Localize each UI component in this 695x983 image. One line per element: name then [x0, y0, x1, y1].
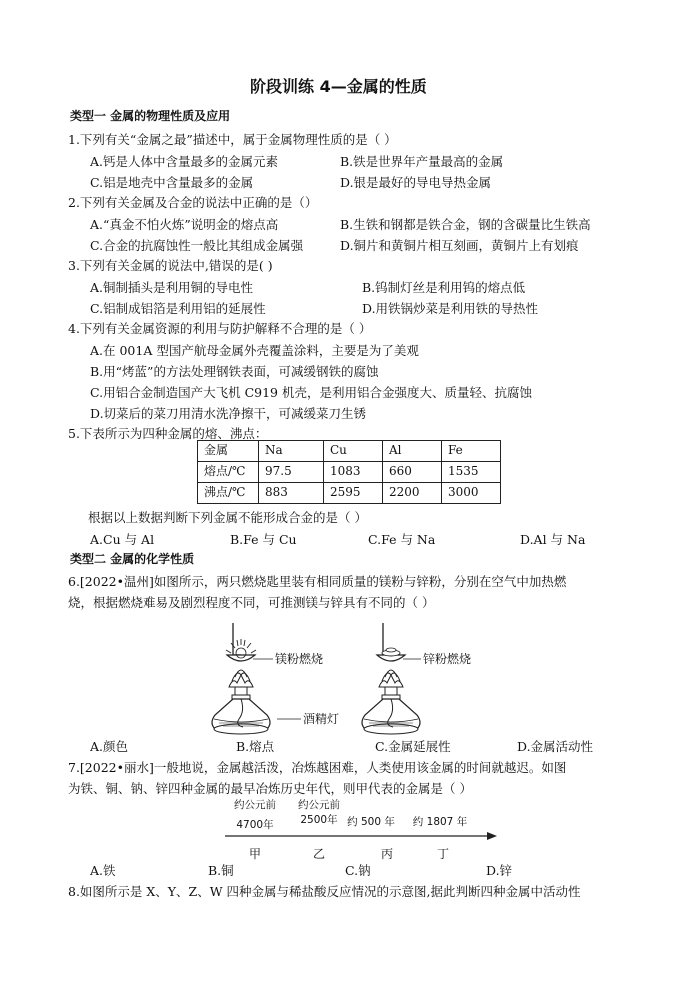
q1-option-a: A.钙是人体中含量最多的金属元素 — [90, 154, 279, 169]
q5-follow: 根据以上数据判断下列金属不能形成合金的是（ ） — [88, 510, 367, 525]
q7-line-2: 为铁、铜、钠、锌四种金属的最早冶炼历史年代，则甲代表的金属是（ ） — [68, 781, 472, 796]
q5-option-c: C.Fe 与 Na — [368, 532, 436, 547]
table-cell: 2595 — [324, 483, 383, 504]
q5-option-a: A.Cu 与 Al — [90, 532, 155, 547]
q1-option-b: B.铁是世界年产量最高的金属 — [340, 154, 504, 169]
q3-option-d: D.用铁锅炒菜是利用铁的导热性 — [362, 301, 539, 316]
zn-burn-label: 锌粉燃烧 — [423, 652, 472, 666]
combustion-apparatus-figure — [205, 615, 505, 745]
timeline-bottom-1: 4700年 — [236, 819, 274, 831]
q4-stem: 4.下列有关金属资源的利用与防护解释不合理的是（ ） — [68, 321, 372, 336]
q1-stem: 1.下列有关“金属之最”描述中，属于金属物理性质的是（ ） — [68, 132, 397, 147]
page-title: 阶段训练 4—金属的性质 — [250, 77, 427, 96]
q4-option-d: D.切菜后的菜刀用清水洗净擦干，可减缓菜刀生锈 — [90, 406, 367, 421]
section-heading-1: 类型一 金属的物理性质及应用 — [70, 109, 231, 123]
left-alcohol-lamp-icon — [212, 670, 270, 734]
right-alcohol-lamp-icon — [362, 670, 420, 734]
q3-stem: 3.下列有关金属的说法中,错误的是( ) — [68, 258, 273, 273]
q4-option-c: C.用铝合金制造国产大飞机 C919 机壳，是利用铝合金强度大、质量轻、抗腐蚀 — [90, 385, 532, 400]
q4-option-b: B.用“烤蓝”的方法处理钢铁表面，可减缓钢铁的腐蚀 — [90, 364, 379, 379]
table-cell: 660 — [383, 462, 442, 483]
timeline-figure — [215, 796, 505, 862]
zn-spoon-icon — [377, 623, 405, 661]
q2-stem: 2.下列有关金属及合金的说法中正确的是（） — [68, 195, 318, 210]
table-row — [198, 462, 501, 483]
q3-option-a: A.铜制插头是利用铜的导电性 — [90, 280, 254, 295]
timeline-top-1: 约公元前 — [234, 799, 276, 811]
q6-option-c: C.金属延展性 — [375, 739, 451, 754]
q2-option-b: B.生铁和钢都是铁合金，钢的含碳量比生铁高 — [340, 217, 591, 232]
q6-line-2: 烧，根据燃烧难易及剧烈程度不同，可推测镁与锌具有不同的（ ） — [68, 595, 435, 610]
timeline-label-yi: 乙 — [312, 847, 326, 861]
alcohol-lamp-label: 酒精灯 — [303, 712, 340, 726]
q2-option-a: A.“真金不怕火炼”说明金的熔点高 — [90, 217, 279, 232]
timeline-label-jia: 甲 — [248, 847, 262, 861]
q4-option-a: A.在 001A 型国产航母金属外壳覆盖涂料，主要是为了美观 — [90, 343, 419, 358]
q6-option-b: B.熔点 — [236, 739, 275, 754]
q3-option-c: C.铝制成铝箔是利用铝的延展性 — [90, 301, 266, 316]
table-cell: 97.5 — [259, 462, 324, 483]
melting-boiling-table — [197, 440, 501, 504]
table-cell: 2200 — [383, 483, 442, 504]
timeline-label-bing: 丙 — [380, 847, 394, 861]
table-cell: 沸点/℃ — [198, 483, 259, 504]
q6-option-a: A.颜色 — [90, 739, 129, 754]
q5-option-d: D.Al 与 Na — [520, 532, 586, 547]
section-heading-2: 类型二 金属的化学性质 — [70, 552, 195, 566]
timeline-bottom-3: 约 500 年 — [347, 816, 395, 828]
table-cell: Al — [383, 441, 442, 462]
table-cell: 熔点/℃ — [198, 462, 259, 483]
q6-line-1: 6.[2022•温州]如图所示，两只燃烧匙里装有相同质量的镁粉与锌粉，分别在空气中加热燃 — [68, 574, 567, 589]
q7-option-c: C.钠 — [345, 863, 371, 878]
q8-line-1: 8.如图所示是 X、Y、Z、W 四种金属与稀盐酸反应情况的示意图,据此判断四种金属中活动性 — [68, 884, 581, 899]
q7-line-1: 7.[2022•丽水]一般地说，金属越活泼，冶炼越困难，人类使用该金属的时间就越迟。如图 — [68, 760, 567, 775]
timeline-bottom-4: 约 1807 年 — [412, 816, 468, 828]
timeline-label-ding: 丁 — [436, 847, 450, 861]
table-cell: 1535 — [442, 462, 501, 483]
table-cell: 883 — [259, 483, 324, 504]
q5-stem: 5.下表所示为四种金属的熔、沸点： — [68, 426, 268, 441]
q7-option-b: B.铜 — [208, 863, 234, 878]
mg-burn-label: 镁粉燃烧 — [275, 652, 324, 666]
q2-option-c: C.合金的抗腐蚀性一般比其组成金属强 — [90, 238, 304, 253]
timeline-bottom-2: 2500年 — [300, 814, 338, 826]
q1-option-c: C.铝是地壳中含量最多的金属 — [90, 175, 254, 190]
timeline-top-2: 约公元前 — [298, 799, 340, 811]
table-row — [198, 483, 501, 504]
table-cell: 1083 — [324, 462, 383, 483]
table-cell: 3000 — [442, 483, 501, 504]
q1-option-d: D.银是最好的导电导热金属 — [340, 175, 492, 190]
table-row — [198, 441, 501, 462]
q5-option-b: B.Fe 与 Cu — [230, 532, 297, 547]
q7-option-a: A.铁 — [90, 863, 116, 878]
timeline-arrow-icon — [487, 832, 497, 840]
table-cell: Na — [259, 441, 324, 462]
q2-option-d: D.铜片和黄铜片相互刻画，黄铜片上有划痕 — [340, 238, 579, 253]
q7-option-d: D.锌 — [486, 863, 513, 878]
mg-spoon-icon — [226, 623, 256, 661]
q6-option-d: D.金属活动性 — [517, 739, 594, 754]
table-cell: 金属 — [198, 441, 259, 462]
q3-option-b: B.钨制灯丝是利用钨的熔点低 — [362, 280, 526, 295]
table-cell: Fe — [442, 441, 501, 462]
table-cell: Cu — [324, 441, 383, 462]
